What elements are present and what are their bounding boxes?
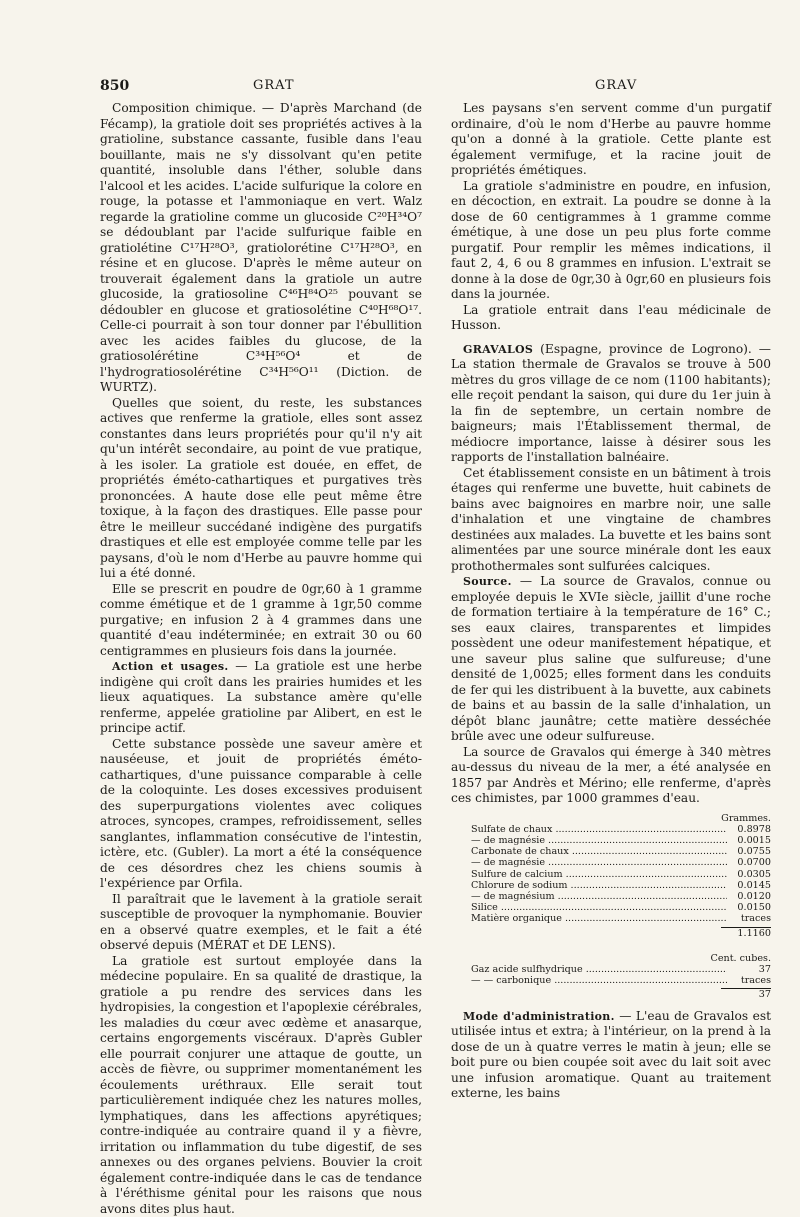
- table-cell-value: 0.0015: [727, 835, 771, 846]
- table-cell-name: Matière organique .....: [471, 913, 727, 924]
- paragraph-peasants: Les paysans s'en servent comme d'un purgatif ordinaire, d'où le nom d'Herbe au pauvre homme qu'on a donné à la gratiole. Cette plante est également vermifuge, et la racine jouit de propriétés émétiques.: [451, 101, 771, 179]
- table-unit-header: Grammes.: [471, 813, 771, 824]
- left-column: [100, 101, 422, 1217]
- table-cell-value: 0.0150: [727, 902, 771, 913]
- table-cell-value: 0.0305: [727, 869, 771, 880]
- table-row: [471, 913, 771, 924]
- table-cell-name: Silice .....: [471, 902, 727, 913]
- section-heading-source: Source.: [463, 575, 512, 588]
- entry-gravalos-text: (Espagne, province de Logrono). — La station thermale de Gravalos se trouve à 500 mètres du gros village de ce nom (1100 habitants); elle reçoit pendant la saison, qui dure du 1er juin à la fin de septembre, un certain nombre de baigneurs; mais l'Établissement thermal, de médiocre importance, laisse à désirer sous les rapports de l'installation balnéaire.: [451, 342, 771, 465]
- gas-table-unit-header: Cent. cubes.: [471, 953, 771, 964]
- paragraph-action-text: — La gratiole est une herbe indigène qui croît dans les prairies humides et les lieux aquatiques. La substance amère qu'elle renferme, appelée gratioline par Alibert, en est le principe actif.: [100, 659, 422, 735]
- table-cell-name: — de magnésie .....: [471, 835, 727, 846]
- table-rows: [471, 824, 771, 925]
- entry-gravalos: [451, 342, 771, 466]
- page-number: 850: [100, 78, 129, 94]
- right-running-title: GRAV: [595, 78, 637, 93]
- gas-analysis-table: [471, 953, 771, 1001]
- gas-table-total: 37: [721, 988, 771, 1000]
- table-cell-name: Sulfure de calcium .....: [471, 869, 727, 880]
- table-row: [471, 869, 771, 880]
- table-cell-name: Carbonate de chaux .....: [471, 846, 727, 857]
- table-cell-value: 0.0700: [727, 857, 771, 868]
- paragraph-action: [100, 659, 422, 737]
- table-cell-value: traces: [727, 975, 771, 986]
- paragraph-husson: La gratiole entrait dans l'eau médicinale de Husson.: [451, 303, 771, 334]
- paragraph-effects: Cette substance possède une saveur amère et nauséeuse, et jouit de propriétés éméto-cathartiques, d'une puissance comparable à celle de la coloquinte. Les doses excessives produisent des superpurgations violentes avec coliques atroces, syncopes, crampes, refroidissement, selles sanglantes, inflammation consécutive de l'intestin, ictère, etc. (Gubler). La mort a été la conséquence de ces désordres chez les chiens soumis à l'expérience par Orfila.: [100, 737, 422, 892]
- table-cell-name: Chlorure de sodium .....: [471, 880, 727, 891]
- table-cell-value: 0.0120: [727, 891, 771, 902]
- right-column: [451, 101, 771, 1102]
- mineral-analysis-table: [471, 813, 771, 939]
- table-cell-name: — — carbonique .....: [471, 975, 727, 986]
- table-cell-value: 0.8978: [727, 824, 771, 835]
- paragraph-mode: [451, 1009, 771, 1102]
- table-row: [471, 891, 771, 902]
- table-row: [471, 975, 771, 986]
- table-total: 1.1160: [721, 927, 771, 939]
- table-row: [471, 835, 771, 846]
- paragraph-composition: Composition chimique. — D'après Marchand (de Fécamp), la gratiole doit ses propriétés actives à la gratioline, substance cassante, fusible dans l'eau bouillante, mais ne s'y dissolvant qu'en petite quantité, insoluble dans l'éther, soluble dans l'alcool et les acides. L'acide sulfurique la colore en rouge, la potasse et l'ammoniaque en vert. Walz regarde la gratioline comme un glucoside C²⁰H³⁴O⁷ se dédoublant par l'acide sulfurique faible en gratiolétine C¹⁷H²⁸O³, gratiolorétine C¹⁷H²⁸O³, en résine et en glucose. D'après le même auteur on trouverait également dans la gratiole un autre glucoside, la gratiosoline C⁴⁶H⁸⁴O²⁵ pouvant se dédoubler en glucose et gratiosolétine C⁴⁰H⁶⁸O¹⁷. Celle-ci pourrait à son tour donner par l'ébullition avec les acides faibles du glucose, de la gratiosolérétine C³⁴H⁵⁶O⁴ et de l'hydrogratiosolérétine C³⁴H⁵⁶O¹¹ (Diction. de WURTZ).: [100, 101, 422, 396]
- table-cell-name: Sulfate de chaux .....: [471, 824, 727, 835]
- table-row: [471, 902, 771, 913]
- paragraph-administration: La gratiole s'administre en poudre, en infusion, en décoction, en extrait. La poudre se donne à la dose de 60 centigrammes à 1 gramme comme émétique, à une dose un peu plus forte comme purgatif. Pour remplir les mêmes indications, il faut 2, 4, 6 ou 8 grammes en infusion. L'extrait se donne à la dose de 0gr,30 à 0gr,60 en plusieurs fois dans la journée.: [451, 179, 771, 303]
- paragraph-popular-use: La gratiole est surtout employée dans la médecine populaire. En sa qualité de drastique, la gratiole a pu rendre des services dans les hydropisies, la congestion et l'apoplexie cérébrales, les maladies du cœur avec œdème et anasarque, certains engorgements viscéraux. D'après Gubler elle pourrait conjurer une attaque de goutte, un accès de fièvre, ou supprimer momentanément les écoulements uréthraux. Elle serait tout particulièrement indiquée chez les natures molles, lymphatiques, dans les affections apyrétiques; contre-indiquée au contraire quand il y a fièvre, irritation ou inflammation du tube digestif, de ses annexes ou des organes pelviens. Bouvier la croit également contre-indiquée dans le cas de tendance à l'éréthisme génital pour les raisons que nous avons dites plus haut.: [100, 954, 422, 1217]
- paragraph-analysis: La source de Gravalos qui émerge à 340 mètres au-dessus du niveau de la mer, a été analysée en 1857 par Andrès et Mérino; elle renferme, d'après ces chimistes, par 1000 grammes d'eau.: [451, 745, 771, 807]
- paragraph-properties: Quelles que soient, du reste, les substances actives que renferme la gratiole, elles sont assez constantes dans leurs propriétés pour qu'il n'y ait qu'un intérêt secondaire, au point de vue pratique, à les isoler. La gratiole est douée, en effet, de propriétés éméto-cathartiques et purgatives très prononcées. A haute dose elle peut même être toxique, à la façon des drastiques. Elle passe pour être le meilleur succédané indigène des purgatifs drastiques et elle est employée comme telle par les paysans, d'où le nom d'Herbe au pauvre homme qui lui a été donné.: [100, 396, 422, 582]
- entry-heading-gravalos: GRAVALOS: [463, 343, 533, 356]
- paragraph-mode-text: — L'eau de Gravalos est utilisée intus et extra; à l'intérieur, on la prend à la dose de un à quatre verres le matin à jeun; elle se boit pure ou bien coupée soit avec du lait soit avec une infusion aromatique. Quant au traitement externe, les bains: [451, 1009, 771, 1101]
- table-cell-name: — de magnésie .....: [471, 857, 727, 868]
- paragraph-source: [451, 574, 771, 745]
- table-row: [471, 824, 771, 835]
- table-cell-name: — de magnésium .....: [471, 891, 727, 902]
- table-cell-value: traces: [727, 913, 771, 924]
- paragraph-source-text: — La source de Gravalos, connue ou employée depuis le XVIe siècle, jaillit d'une roche de formation tertiaire à la température de 16° C.; ses eaux claires, transparentes et limpides possèdent une odeur manifestement hépatique, et une saveur plus saline que sulfureuse; d'une densité de 1,0025; elles forment dans les conduits de fer qui les distribuent à la buvette, aux cabinets de bains et au bassin de la salle d'inhalation, un dépôt blanc jaunâtre; cette matière desséchée brûle avec une odeur sulfureuse.: [451, 574, 771, 743]
- running-header: [0, 74, 800, 100]
- paragraph-establishment: Cet établissement consiste en un bâtiment à trois étages qui renferme une buvette, huit cabinets de bains avec baignoires en marbre noir, une salle d'inhalation et une vingtaine de chambres destinées aux malades. La buvette et les bains sont alimentées par une source minérale dont les eaux prothothermales sont sulfurées calciques.: [451, 466, 771, 575]
- table-cell-value: 0.0145: [727, 880, 771, 891]
- paragraph-dosage: Elle se prescrit en poudre de 0gr,60 à 1 gramme comme émétique et de 1 gramme à 1gr,50 comme purgative; en infusion 2 à 4 grammes dans une quantité d'eau indéterminée; en extrait 30 ou 60 centigrammes en plusieurs fois dans la journée.: [100, 582, 422, 660]
- section-heading-action: Action et usages.: [112, 660, 229, 673]
- table-cell-name: Gaz acide sulfhydrique .....: [471, 964, 727, 975]
- table-row: [471, 857, 771, 868]
- gas-table-rows: [471, 964, 771, 986]
- table-row: [471, 964, 771, 975]
- table-cell-value: 37: [727, 964, 771, 975]
- table-row: [471, 880, 771, 891]
- paragraph-nymphomania: Il paraîtrait que le lavement à la gratiole serait susceptible de provoquer la nymphomanie. Bouvier en a observé quatre exemples, et le fait a été observé depuis (MÉRAT et DE LENS).: [100, 892, 422, 954]
- section-heading-mode: Mode d'administration.: [463, 1010, 615, 1023]
- table-row: [471, 846, 771, 857]
- table-cell-value: 0.0755: [727, 846, 771, 857]
- left-running-title: GRAT: [253, 78, 295, 93]
